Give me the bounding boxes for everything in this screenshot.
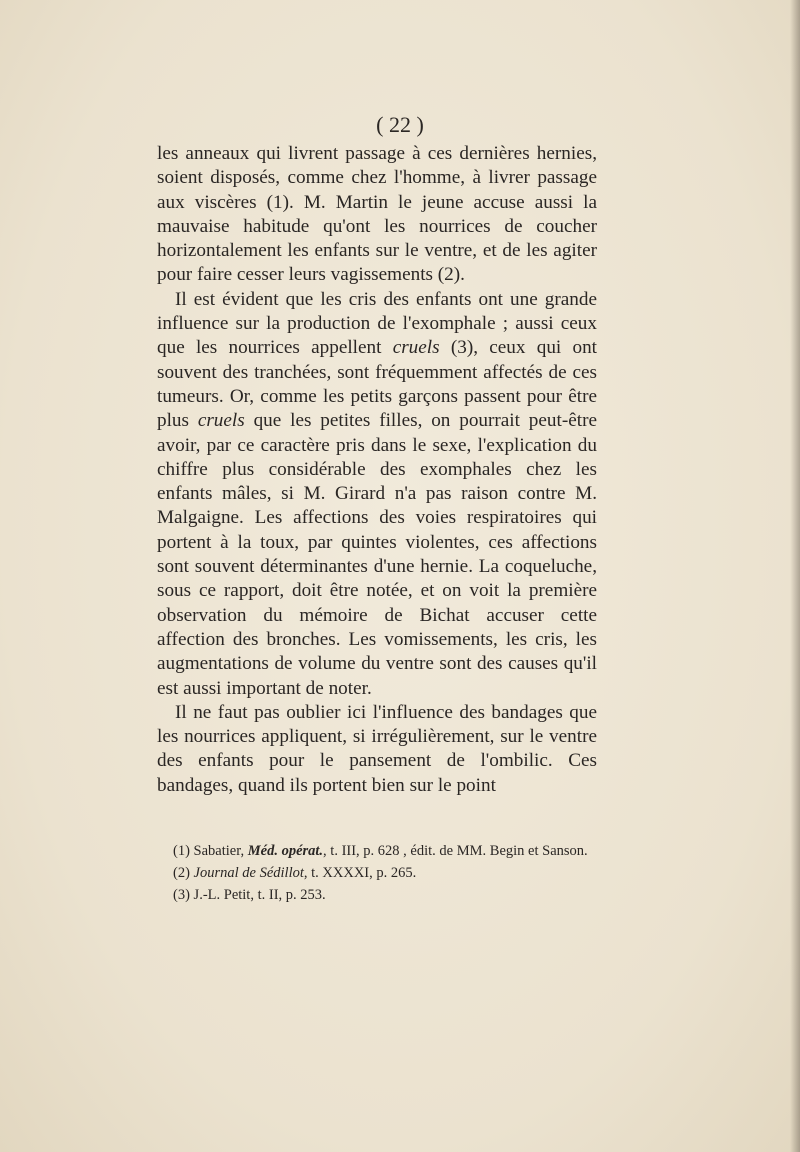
footnote-text: J.-L. Petit, t. II, p. 253. <box>193 887 326 903</box>
footnote-1 <box>157 840 597 862</box>
paragraph-2-part: (3), ceux qui ont souvent des tranchées, sont fréquemment affectés de ces tumeurs. Or, comme les petits garçons passent pour être plus <box>157 337 597 432</box>
footnote-text: , t. III, p. 628 , édit. de MM. Begin et Sanson. <box>323 843 588 859</box>
footnote-2 <box>157 862 597 884</box>
footnotes <box>157 840 597 906</box>
footnote-marker: (1) <box>173 843 190 859</box>
italic-term: cruels <box>197 410 245 432</box>
footnote-title: Journal de Sédillot <box>193 865 304 881</box>
paragraph-2-part: que les petites filles, on pourrait peut-être avoir, par ce caractère pris dans le sexe, l'explication du chiffre plus considérable des exomphales chez les enfants mâles, si M. Girard n'a pas raison contre M. Malgaigne. Les affections des voies respiratoires qui portent à la toux, par quintes violentes, ces affections sont souvent déterminantes d'une hernie. La coqueluche, sous ce rapport, doit être notée, et on voit la première observation du mémoire de Bichat accuser cette affection des bronches. Les vomissements, les cris, les augmentations de volume du ventre sont des causes qu'il est aussi important de noter. <box>157 410 597 699</box>
paragraph-1: les anneaux qui livrent passage à ces dernières hernies, soient disposés, comme chez l'homme, à livrer passage aux viscères (1). M. Martin le jeune accuse aussi la mauvaise habitude qu'ont les nourrices de coucher horizontalement les enfants sur le ventre, et de les agiter pour faire cesser leurs vagissements (2). <box>157 143 597 286</box>
footnote-title: Méd. opérat. <box>247 843 324 859</box>
paragraph-2-part: Il est évident que les cris des enfants ont une grande influence sur la production de l'exomphale ; aussi ceux que les nourrices appellent <box>157 288 597 359</box>
footnote-3 <box>157 884 597 906</box>
paragraph-3: Il ne faut pas oublier ici l'influence des bandages que les nourrices appliquent, si irrégulièrement, sur le ventre des enfants pour le pansement de l'ombilic. Ces bandages, quand ils portent bien sur le point <box>157 701 597 796</box>
paragraph-2 <box>157 288 597 701</box>
footnote-marker: (3) <box>173 887 190 903</box>
body-text <box>157 142 597 798</box>
footnote-marker: (2) <box>173 865 190 881</box>
footnote-text: Sabatier, <box>193 843 248 859</box>
italic-term: cruels <box>392 337 440 359</box>
footnote-text: , t. XXXXI, p. 265. <box>303 865 417 881</box>
page-number: ( 22 ) <box>376 112 424 137</box>
